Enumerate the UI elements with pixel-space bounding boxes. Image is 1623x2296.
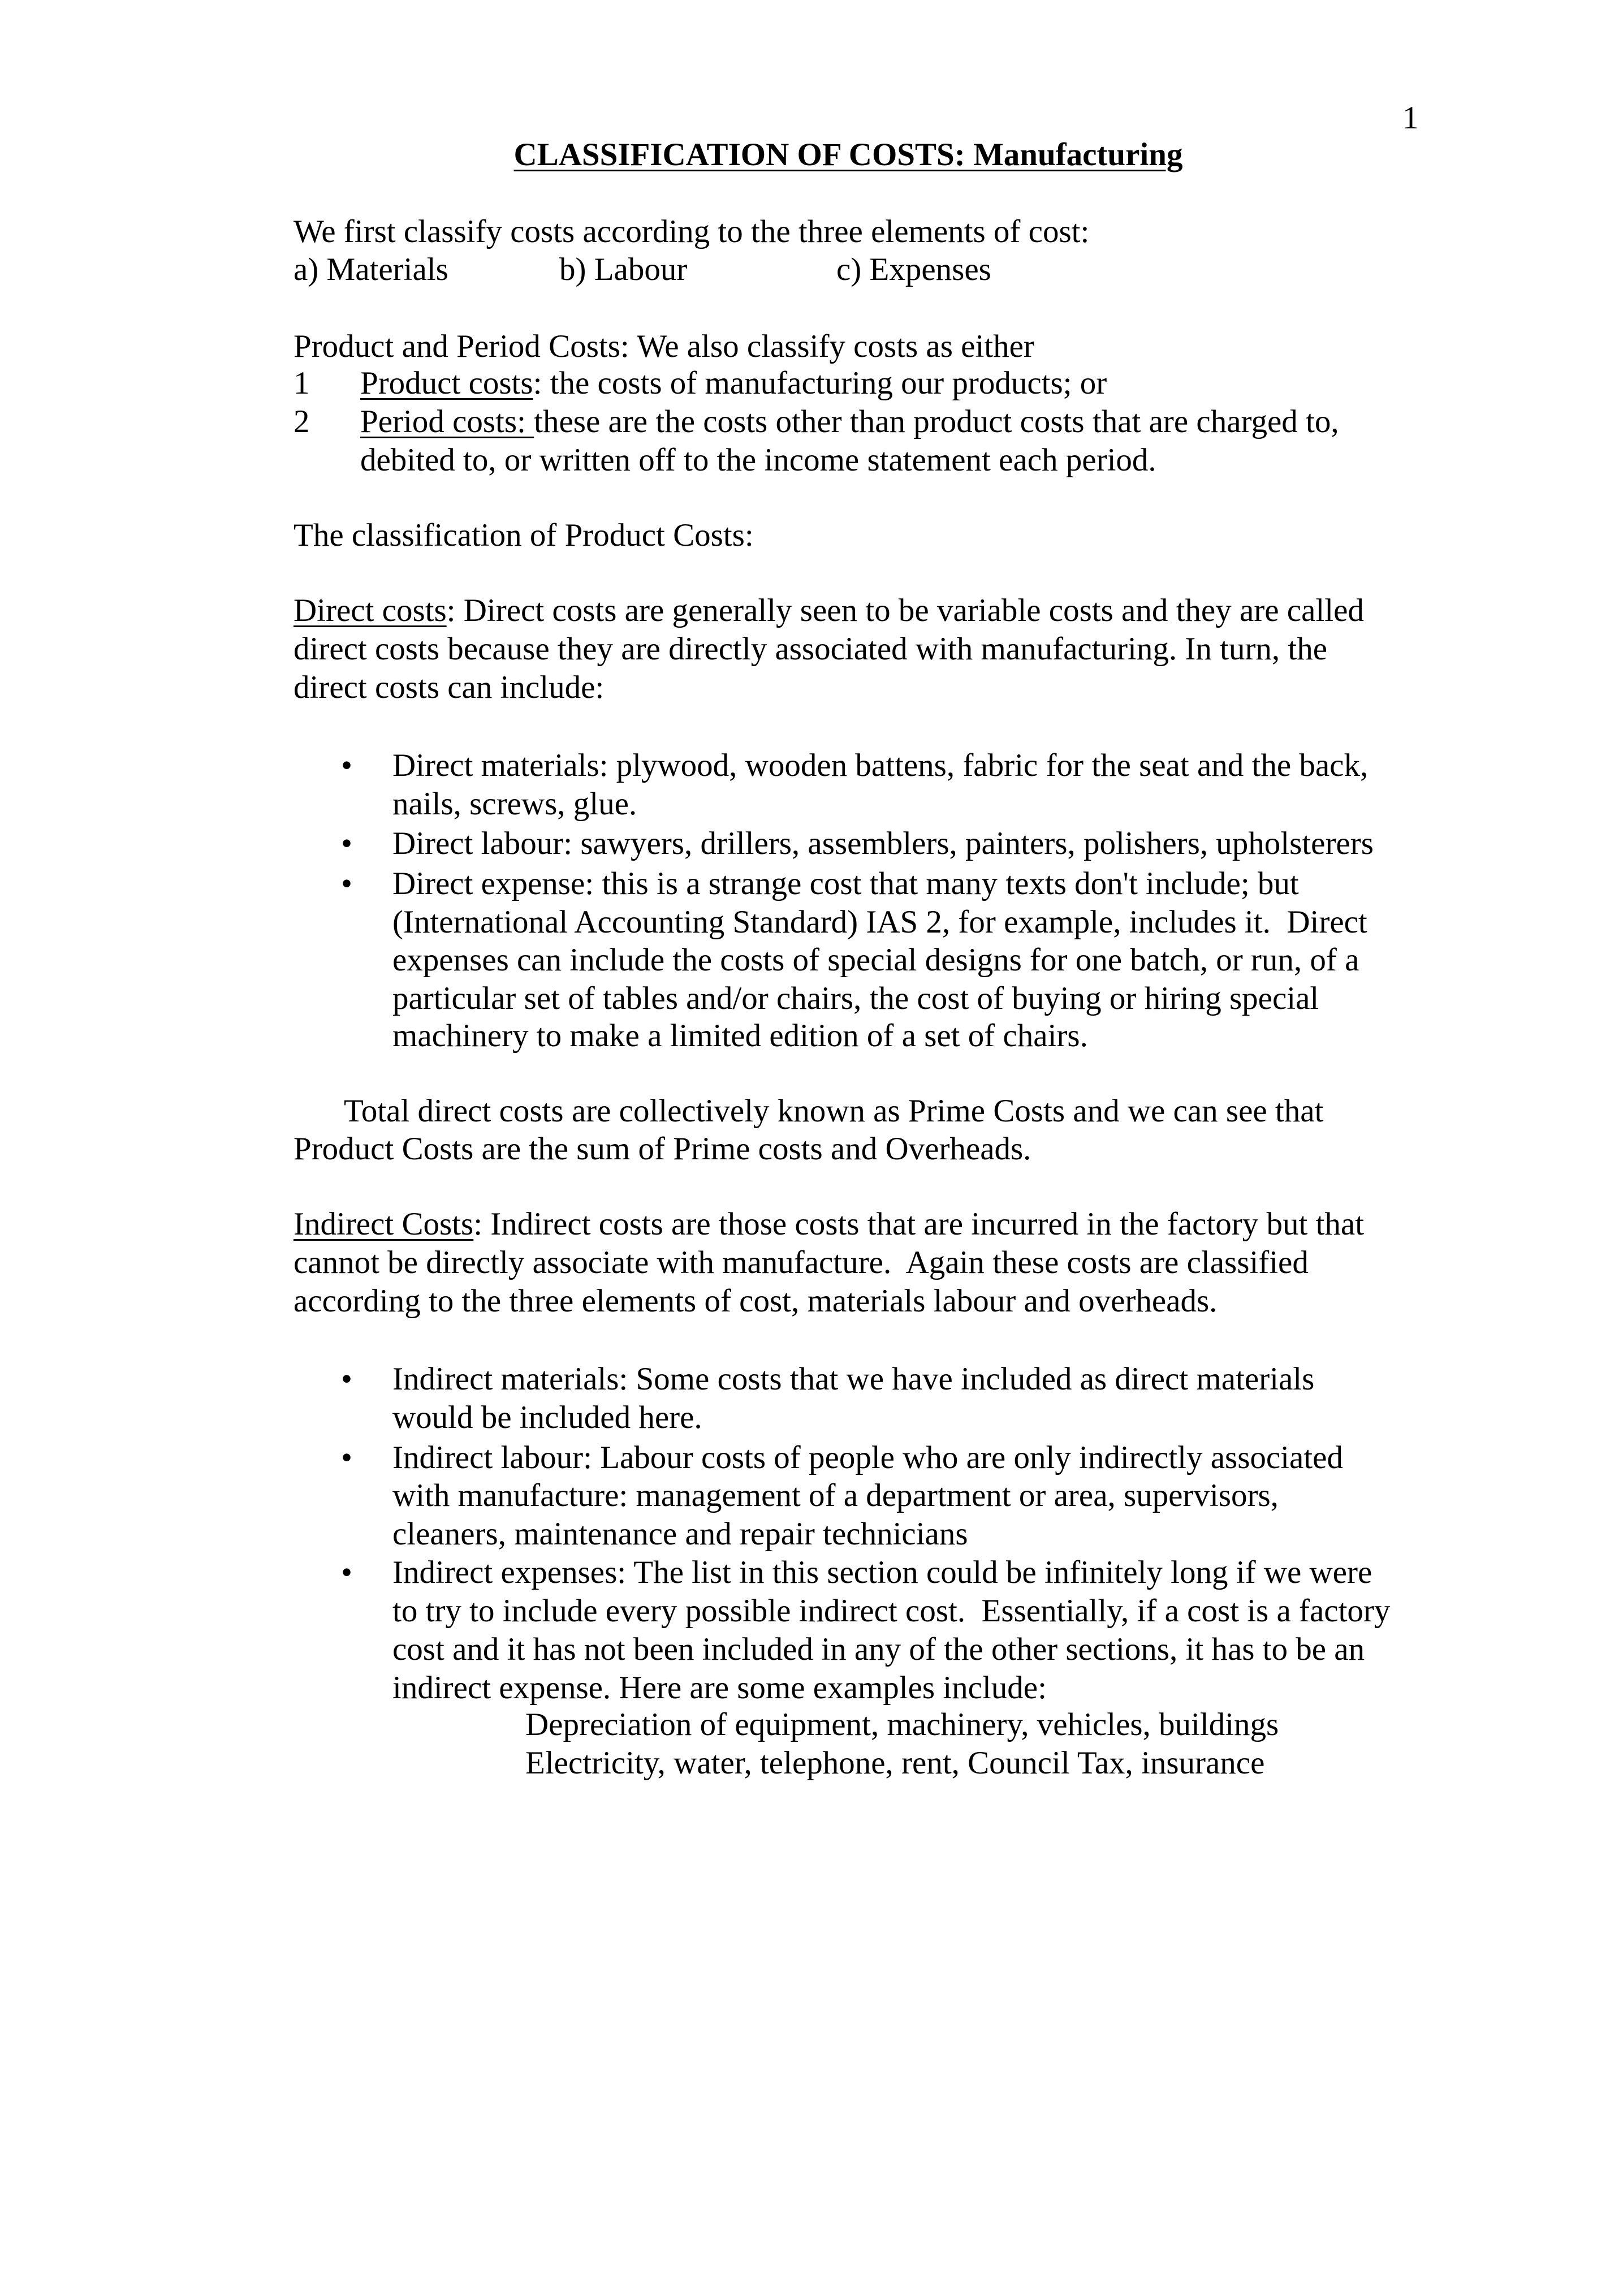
bullet-indirect-labour: cleaners, maintenance and repair technicians — [392, 1516, 968, 1552]
direct-costs-term: Direct costs — [293, 593, 447, 628]
indirect-costs-text: : Indirect costs are those costs that are incurred in the factory but that — [473, 1206, 1365, 1242]
period-costs-term: Period costs: — [360, 404, 534, 439]
bullet-icon: • — [341, 1440, 352, 1475]
example-depreciation: Depreciation of equipment, machinery, vehicles, buildings — [525, 1707, 1279, 1742]
item-number: 1 — [293, 365, 310, 401]
bullet-icon: • — [341, 866, 352, 901]
product-costs-item — [360, 363, 1107, 404]
bullet-icon: • — [341, 1361, 352, 1397]
product-costs-definition: : the costs of manufacturing our products; or — [533, 365, 1107, 401]
page-title-text: CLASSIFICATION OF COSTS: Manufacturing — [513, 137, 1183, 172]
bullet-direct-expense: expenses can include the costs of special designs for one batch, or run, of a — [392, 942, 1359, 978]
item-number: 2 — [293, 404, 310, 439]
bullet-direct-expense: (International Accounting Standard) IAS 2, for example, includes it. Direct — [392, 904, 1367, 940]
period-costs-item — [360, 402, 1339, 442]
indirect-costs-text: cannot be directly associate with manufacture. Again these costs are classified — [293, 1245, 1309, 1280]
bullet-icon: • — [341, 826, 352, 861]
indirect-costs-term: Indirect Costs — [293, 1206, 474, 1242]
bullet-indirect-expenses: indirect expense. Here are some examples include: — [392, 1670, 1047, 1706]
bullet-indirect-materials: Indirect materials: Some costs that we have included as direct materials — [392, 1361, 1315, 1397]
bullet-indirect-labour: Indirect labour: Labour costs of people who are only indirectly associated — [392, 1440, 1343, 1475]
period-costs-continuation: debited to, or written off to the income statement each period. — [360, 442, 1156, 478]
direct-costs-text: : Direct costs are generally seen to be variable costs and they are called — [446, 593, 1364, 628]
direct-costs-text: direct costs can include: — [293, 670, 605, 705]
bullet-direct-materials: Direct materials: plywood, wooden battens, fabric for the seat and the back, — [392, 748, 1369, 783]
product-period-line: Product and Period Costs: We also classify costs as either — [293, 329, 1034, 364]
bullet-icon: • — [341, 1555, 352, 1590]
bullet-indirect-labour: with manufacture: management of a department or area, supervisors, — [392, 1478, 1279, 1513]
indirect-costs-line — [293, 1204, 1364, 1245]
period-costs-definition: these are the costs other than product costs that are charged to, — [534, 404, 1339, 439]
prime-costs-text: Product Costs are the sum of Prime costs and Overheads. — [293, 1131, 1031, 1167]
bullet-direct-materials: nails, screws, glue. — [392, 786, 637, 822]
product-costs-term: Product costs — [360, 365, 533, 401]
prime-costs-text: Total direct costs are collectively known as Prime Costs and we can see that — [344, 1093, 1324, 1129]
element-labour: b) Labour — [559, 252, 688, 287]
indirect-costs-text: according to the three elements of cost, materials labour and overheads. — [293, 1283, 1218, 1319]
page-number: 1 — [1402, 100, 1419, 136]
page-title — [0, 135, 1623, 175]
bullet-indirect-materials: would be included here. — [392, 1400, 702, 1435]
direct-costs-line — [293, 590, 1364, 631]
bullet-indirect-expenses: Indirect expenses: The list in this section could be infinitely long if we were — [392, 1555, 1372, 1590]
bullet-direct-expense: Direct expense: this is a strange cost that many texts don't include; but — [392, 866, 1299, 901]
bullet-indirect-expenses: cost and it has not been included in any of the other sections, it has to be an — [392, 1632, 1365, 1667]
intro-line: We first classify costs according to the three elements of cost: — [293, 214, 1090, 249]
element-materials: a) Materials — [293, 252, 448, 287]
bullet-icon: • — [341, 748, 352, 783]
bullet-direct-labour: Direct labour: sawyers, drillers, assemblers, painters, polishers, upholsterers — [392, 826, 1374, 861]
direct-costs-text: direct costs because they are directly associated with manufacturing. In turn, the — [293, 631, 1328, 667]
bullet-direct-expense: particular set of tables and/or chairs, the cost of buying or hiring special — [392, 981, 1319, 1016]
classification-heading: The classification of Product Costs: — [293, 517, 754, 553]
example-utilities: Electricity, water, telephone, rent, Council Tax, insurance — [525, 1745, 1265, 1781]
element-expenses: c) Expenses — [836, 252, 991, 287]
bullet-indirect-expenses: to try to include every possible indirect cost. Essentially, if a cost is a factory — [392, 1593, 1391, 1629]
bullet-direct-expense: machinery to make a limited edition of a set of chairs. — [392, 1018, 1088, 1054]
